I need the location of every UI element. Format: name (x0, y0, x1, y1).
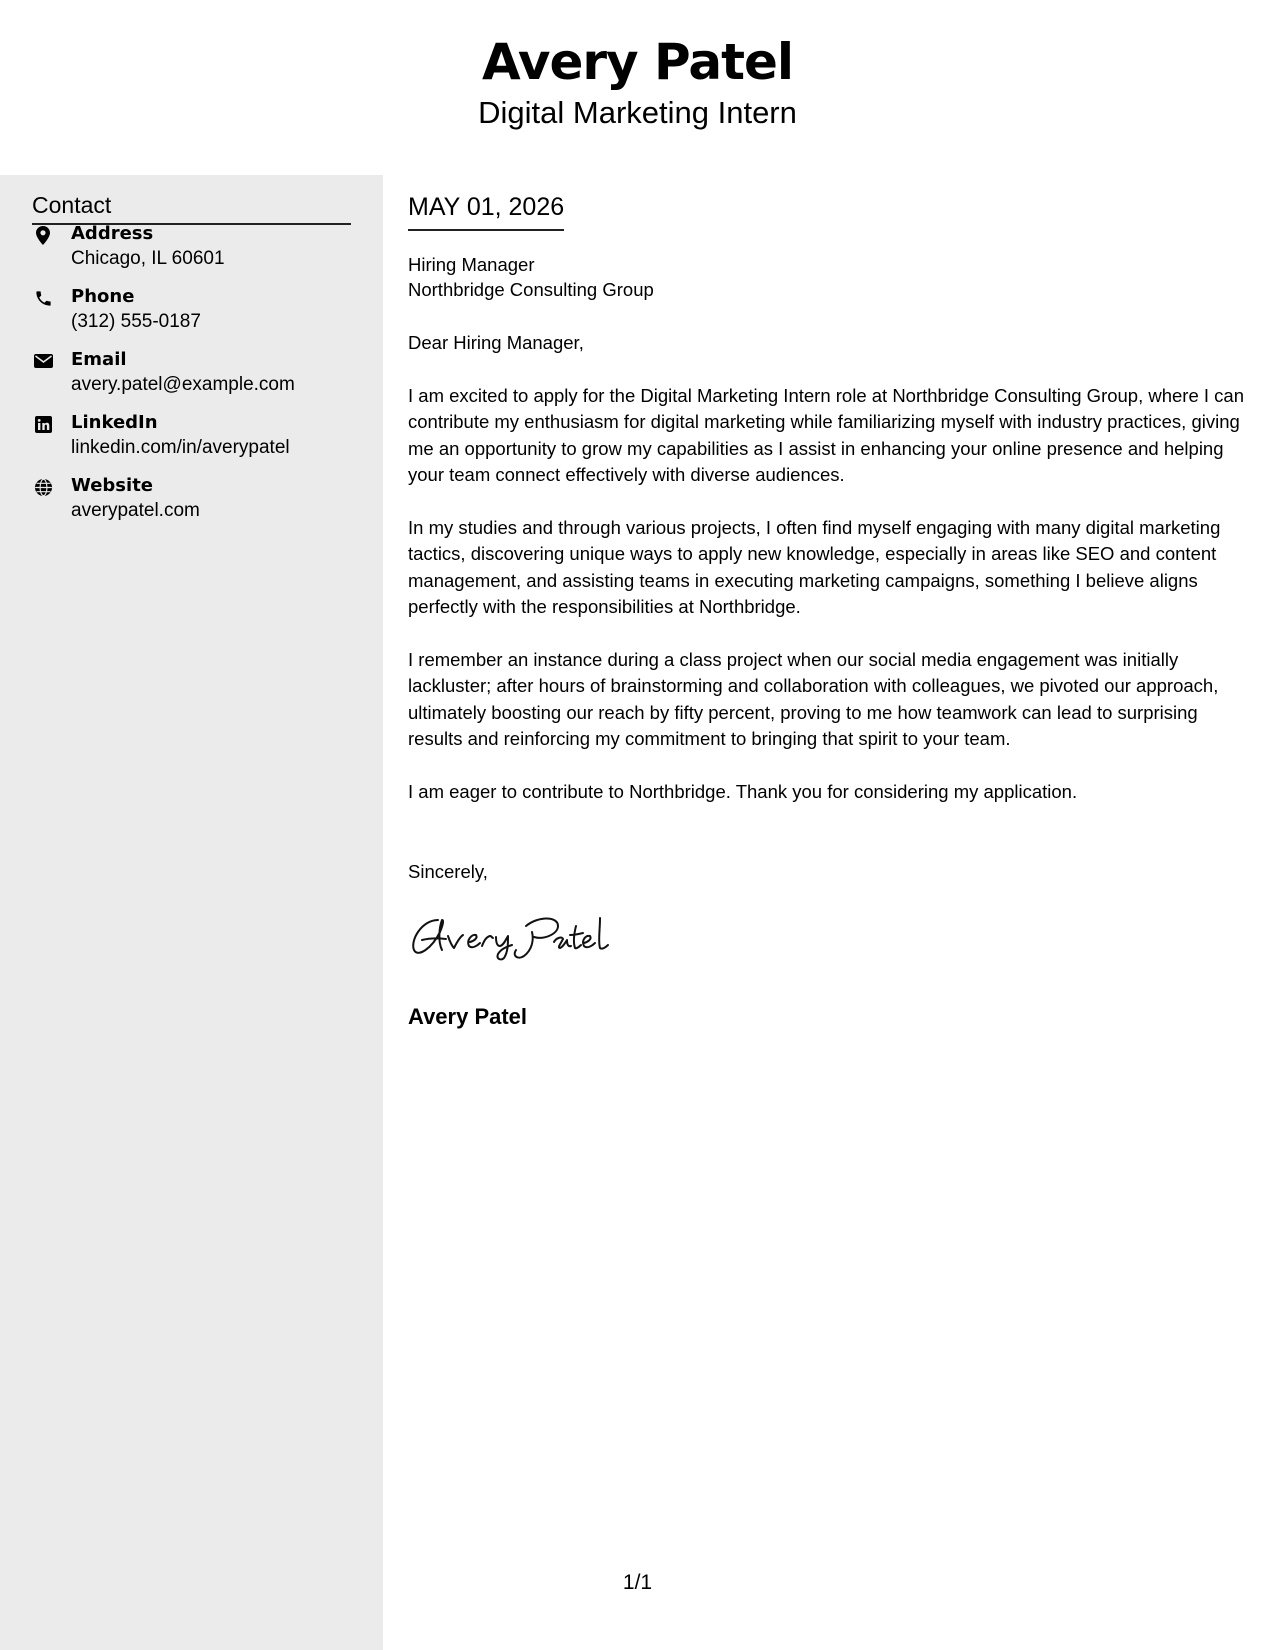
contact-heading: Contact (32, 190, 351, 225)
page-number: 1/1 (622, 1571, 653, 1594)
contact-value: Chicago, IL 60601 (71, 248, 225, 269)
contact-label: Address (71, 223, 154, 244)
salutation: Dear Hiring Manager, (408, 332, 584, 353)
contact-value: (312) 555-0187 (71, 311, 201, 332)
closing: Sincerely, (408, 861, 488, 882)
letter-date: MAY 01, 2026 (408, 191, 564, 231)
letter-paragraph: I am excited to apply for the Digital Marketing Intern role at Northbridge Consulting Group, where I can contribute my enthusiasm for digital marketing while familiarizing myself with industry practices, giving me an opportunity to grow my capabilities as I assist in enhancing your online presence and helping your team connect effectively with diverse audiences. (408, 385, 1245, 485)
globe-icon (32, 476, 54, 498)
signature-drawing (408, 910, 618, 962)
linkedin-icon (32, 413, 54, 435)
contact-label: LinkedIn (71, 412, 158, 433)
recipient-company: Northbridge Consulting Group (408, 279, 654, 300)
contact-value: avery.patel@example.com (71, 374, 295, 395)
letter-paragraph: I remember an instance during a class project when our social media engagement was initially lackluster; after hours of brainstorming and collaboration with colleagues, we pivoted our approach, ultimately boosting our reach by fifty percent, proving to me how teamwork can lead to surprising results and reinforcing my commitment to bringing that spirit to your team. (408, 649, 1219, 749)
handwritten-signature (408, 910, 618, 967)
contact-label: Email (71, 349, 127, 370)
recipient-title: Hiring Manager (408, 254, 535, 275)
letter-header (0, 0, 1275, 175)
location-pin-icon (32, 224, 54, 246)
applicant-name: Avery Patel (481, 33, 794, 91)
contact-sidebar (0, 175, 383, 1650)
letter-paragraph: In my studies and through various projects, I often find myself engaging with many digital marketing tactics, discovering unique ways to apply new knowledge, especially in areas like SEO and content management, and assisting teams in executing marketing campaigns, something I believe aligns perfectly with the responsibilities at Northbridge. (408, 517, 1221, 617)
contact-value: averypatel.com (71, 500, 200, 521)
letter-paragraph: I am eager to contribute to Northbridge. Thank you for considering my application. (408, 781, 1078, 802)
contact-label: Website (71, 475, 154, 496)
signer-name: Avery Patel (408, 1004, 528, 1029)
phone-icon (32, 287, 54, 309)
envelope-icon (32, 350, 54, 372)
contact-value: linkedin.com/in/averypatel (71, 437, 290, 458)
applicant-title: Digital Marketing Intern (478, 95, 797, 130)
contact-label: Phone (71, 286, 135, 307)
